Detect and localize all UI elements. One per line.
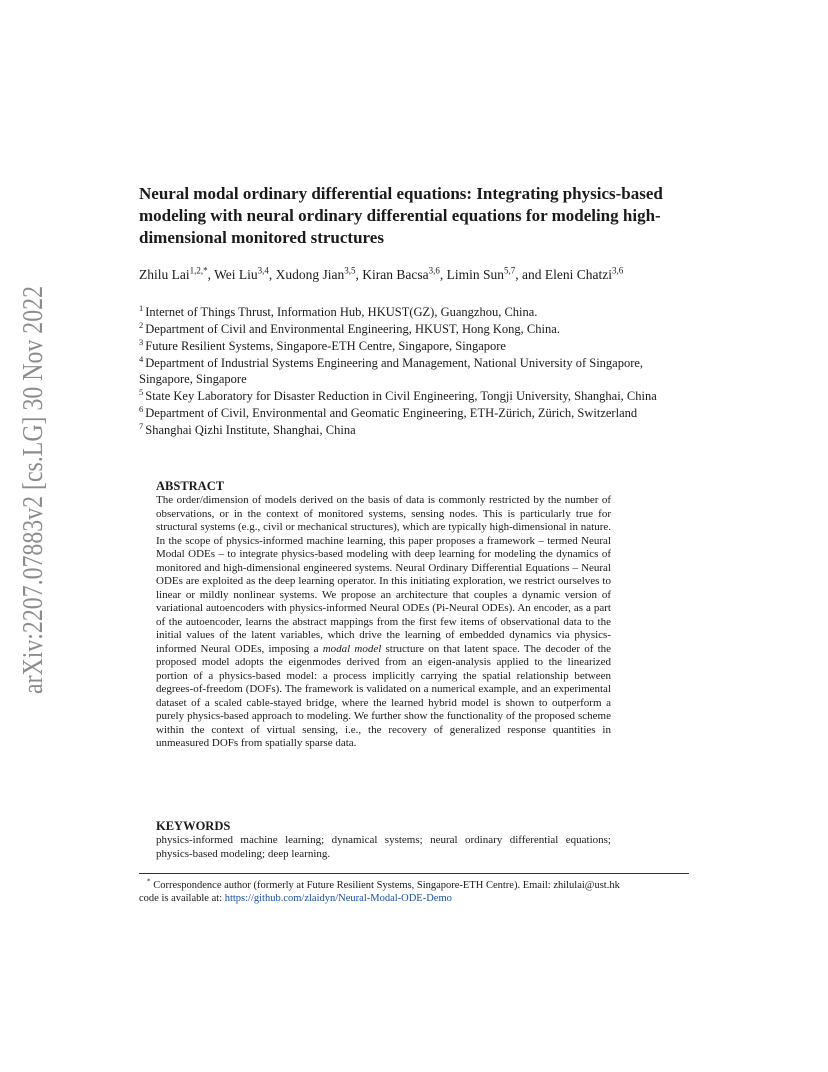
keywords-section	[156, 819, 611, 861]
abstract-heading: ABSTRACT	[156, 479, 225, 493]
arxiv-id-text: arXiv:2207.07883v2 [cs.LG] 30 Nov 2022	[17, 280, 49, 694]
keywords-heading: KEYWORDS	[156, 819, 231, 833]
arxiv-watermark	[0, 280, 68, 700]
author: Kiran Bacsa$^{3,6}$	[362, 265, 440, 282]
affiliation-item: $^2$ Department of Civil and Environmental Engineering, HKUST, Hong Kong, China.	[139, 319, 560, 336]
author: Wei Liu$^{3,4}$	[214, 265, 269, 282]
affiliation-item: $^7$ Shanghai Qizhi Institute, Shanghai, China	[139, 420, 356, 437]
paper-title: Neural modal ordinary differential equations: Integrating physics-based modeling with neural ordinary differential equations for modeling high-dimensional monitored structures	[139, 184, 663, 247]
abstract-emphasis: modal model	[322, 642, 382, 655]
author: Eleni Chatzi$^{3,6}$	[544, 265, 624, 282]
abstract-section	[156, 479, 611, 751]
keywords-text: physics-informed machine learning; dynamical systems; neural ordinary differential equations; physics-based modeling; deep learning.	[156, 834, 611, 860]
code-footnote: code is available at: https://github.com/zlaidyn/Neural-Modal-ODE-Demo	[139, 893, 452, 904]
affiliation-item: $^1$ Internet of Things Thrust, Information Hub, HKUST(GZ), Guangzhou, China.	[139, 302, 538, 319]
affiliation-item: $^4$ Department of Industrial Systems Engineering and Management, National University of Singapore, Singapore, Singapore	[139, 353, 644, 386]
affiliation-item: $^5$ State Key Laboratory for Disaster Reduction in Civil Engineering, Tongji University, Shanghai, China	[139, 386, 657, 403]
affiliation-item: $^6$ Department of Civil, Environmental and Geomatic Engineering, ETH-Zürich, Zürich, Switzerland	[139, 403, 638, 420]
author: Zhilu Lai$^{1,2,*}$	[139, 265, 208, 282]
footnotes	[139, 876, 689, 905]
abstract-text: The order/dimension of models derived on the basis of data is commonly restricted by the number of observations, or in the context of monitored systems, sensing nodes. This is particularly true for structural systems (e.g., civil or mechanical structures), which are typically high-dimensional in nature. In the scope of physics-informed machine learning, this paper proposes a framework – termed Neural Modal ODEs – to integrate physics-based modeling with deep learning for modeling the dynamics of monitored and high-dimensional engineered systems. Neural Ordinary Differential Equations – Neural ODEs are exploited as the deep learning operator. In this initiating exploration, we restrict ourselves to linear or mildly nonlinear systems. We propose an architecture that couples a dynamic version of variational autoencoders with physics-informed Neural ODEs (Pi-Neural ODEs). An encoder, as a part of the autoencoder, learns the abstract mappings from the first few items of observational data to the initial values of the latent variables, which drive the learning of embedded dynamics via physics-informed Neural ODEs, imposing a modal model structure on that latent space. The decoder of the proposed model adopts the eigenmodes derived from an eigen-analysis applied to the linearized portion of a physics-based model: a process implicitly carrying the spatial relationship between degrees-of-freedom (DOFs). The framework is validated on a numerical example, and an experimental dataset of a scaled cable-stayed bridge, where the learned hybrid model is shown to outperform a purely physics-based approach to modeling. We further show the functionality of the proposed scheme within the context of virtual sensing, i.e., the recovery of generalized response quantities in unmeasured DOFs from spatially sparse data.	[156, 494, 612, 749]
correspondence-footnote: * Correspondence author (formerly at Future Resilient Systems, Singapore-ETH Centre). Email: zhilulai@ust.hk	[146, 876, 620, 891]
author: Xudong Jian$^{3,5}$	[275, 265, 356, 282]
affiliation-item: $^3$ Future Resilient Systems, Singapore-ETH Centre, Singapore, Singapore	[139, 336, 506, 353]
author: Limin Sun$^{5,7}$	[446, 265, 516, 282]
affiliation-list	[139, 304, 699, 439]
author-list: Zhilu Lai$^{1,2,*}$, Wei Liu$^{3,4}$, Xudong Jian$^{3,5}$, Kiran Bacsa$^{3,6}$, Limin Sun$^{5,7}$, and Eleni Chatzi$^{3,6}$	[139, 265, 624, 282]
code-link[interactable]: https://github.com/zlaidyn/Neural-Modal-ODE-Demo	[224, 893, 452, 904]
footnote-rule	[139, 873, 689, 874]
